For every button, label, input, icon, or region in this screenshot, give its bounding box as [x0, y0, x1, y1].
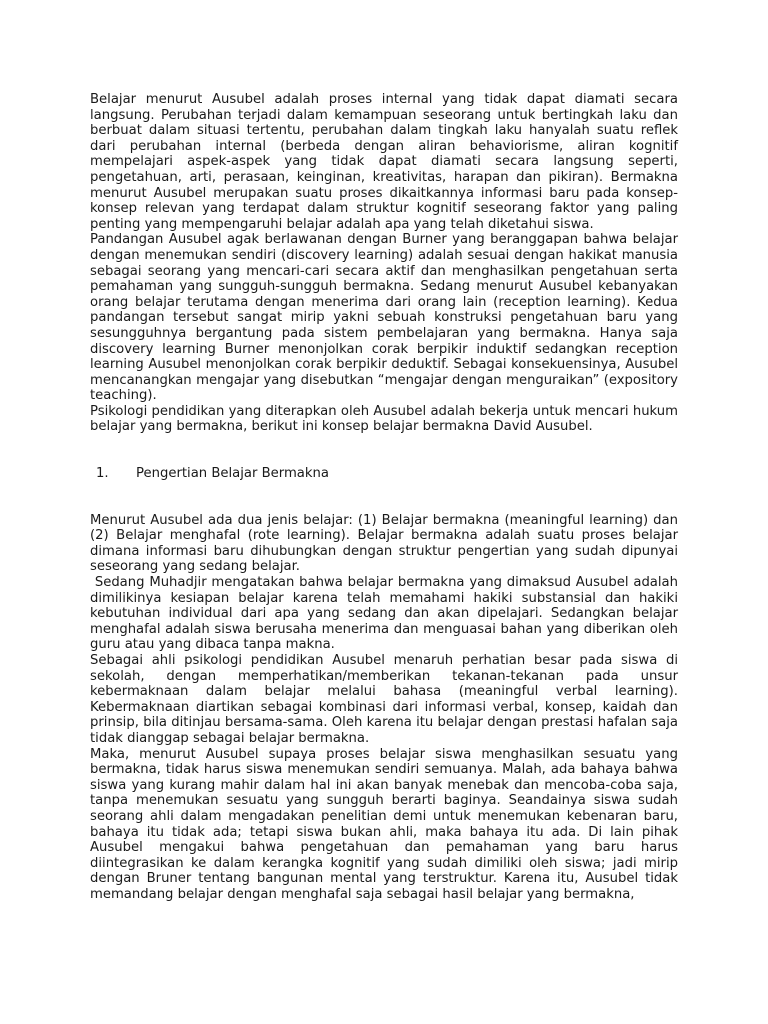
section-heading: [90, 466, 678, 482]
section-title: Pengertian Belajar Bermakna: [136, 466, 329, 482]
section-paragraph-3: Sebagai ahli psikologi pendidikan Ausubel menaruh perhatian besar pada siswa di sekolah, dengan memperhatikan/memberikan tekanan-tekanan pada unsur kebermaknaan dalam belajar melalui bahasa (meaningful verbal learning). Kebermaknaan diartikan sebagai kombinasi dari informasi verbal, konsep, kaidah dan prinsip, bila ditinjau bersama-sama. Oleh karena itu belajar dengan prestasi hafalan saja tidak dianggap sebagai belajar bermakna.: [90, 653, 678, 746]
intro-paragraph-3: Psikologi pendidikan yang diterapkan oleh Ausubel adalah bekerja untuk mencari hukum belajar yang bermakna, berikut ini konsep belajar bermakna David Ausubel.: [90, 403, 678, 435]
section-body: [90, 512, 683, 903]
section-paragraph-2: Sedang Muhadjir mengatakan bahwa belajar bermakna yang dimaksud Ausubel adalah dimilikinya kesiapan belajar karena telah memahami hakiki substansial dan hakiki kebutuhan individual dari apa yang sedang dan akan dipelajari. Sedangkan belajar menghafal adalah siswa berusaha menerima dan menguasai bahan yang diberikan oleh guru atau yang dibaca tanpa makna.: [90, 575, 683, 653]
section-number: 1.: [96, 466, 109, 482]
section-paragraph-4: Maka, menurut Ausubel supaya proses belajar siswa menghasilkan sesuatu yang bermakna, tidak harus siswa menemukan sendiri semuanya. Malah, ada bahaya bahwa siswa yang kurang mahir dalam hal ini akan banyak menebak dan mencoba-coba saja, tanpa menemukan sesuatu yang sungguh berarti baginya. Seandainya siswa sudah seorang ahli dalam mengadakan penelitian demi untuk menemukan kebenaran baru, bahaya itu tidak ada; tetapi siswa bukan ahli, maka bahaya itu ada. Di lain pihak Ausubel mengakui bahwa pengetahuan dan pemahaman yang baru harus diintegrasikan ke dalam kerangka kognitif yang sudah dimiliki oleh siswa; jadi mirip dengan Bruner tentang bangunan mental yang terstruktur. Karena itu, Ausubel tidak memandang belajar dengan menghafal saja sebagai hasil belajar yang bermakna,: [90, 746, 678, 902]
intro-paragraph-2: Pandangan Ausubel agak berlawanan dengan Burner yang beranggapan bahwa belajar dengan menemukan sendiri (discovery learning) adalah sesuai dengan hakikat manusia sebagai seorang yang mencari-cari secara aktif dan menghasilkan pengetahuan serta pemahaman yang sungguh-sungguh bermakna. Sedang menurut Ausubel kebanyakan orang belajar terutama dengan menerima dari orang lain (reception learning). Kedua pandangan tersebut sangat mirip yakni sebuah konstruksi pengetahuan baru yang sesungguhnya bergantung pada sistem pembelajaran yang bermakna. Hanya saja discovery learning Burner menonjolkan corak berpikir induktif sedangkan reception learning Ausubel menonjolkan corak berpikir deduktif. Sebagai konsekuensinya, Ausubel mencanangkan mengajar yang disebutkan “mengajar dengan menguraikan” (expository teaching).: [90, 232, 678, 404]
intro-paragraph-1: Belajar menurut Ausubel adalah proses internal yang tidak dapat diamati secara langsung. Perubahan terjadi dalam kemampuan seseorang untuk bertingkah laku dan berbuat dalam situasi tertentu, perubahan dalam tingkah laku hanyalah suatu reflek dari perubahan internal (berbeda dengan aliran behaviorisme, aliran kognitif mempelajari aspek-aspek yang tidak dapat diamati secara langsung seperti, pengetahuan, arti, perasaan, keinginan, kreativitas, harapan dan pikiran). Bermakna menurut Ausubel merupakan suatu proses dikaitkannya informasi baru pada konsep-konsep relevan yang terdapat dalam struktur kognitif seseorang faktor yang paling penting yang mempengaruhi belajar adalah apa yang telah diketahui siswa.: [90, 92, 678, 232]
section-paragraph-1: Menurut Ausubel ada dua jenis belajar: (1) Belajar bermakna (meaningful learning) dan (2) Belajar menghafal (rote learning). Belajar bermakna adalah suatu proses belajar dimana informasi baru dihubungkan dengan struktur pengertian yang sudah dipunyai seseorang yang sedang belajar.: [90, 512, 678, 575]
document-body: [90, 92, 683, 903]
